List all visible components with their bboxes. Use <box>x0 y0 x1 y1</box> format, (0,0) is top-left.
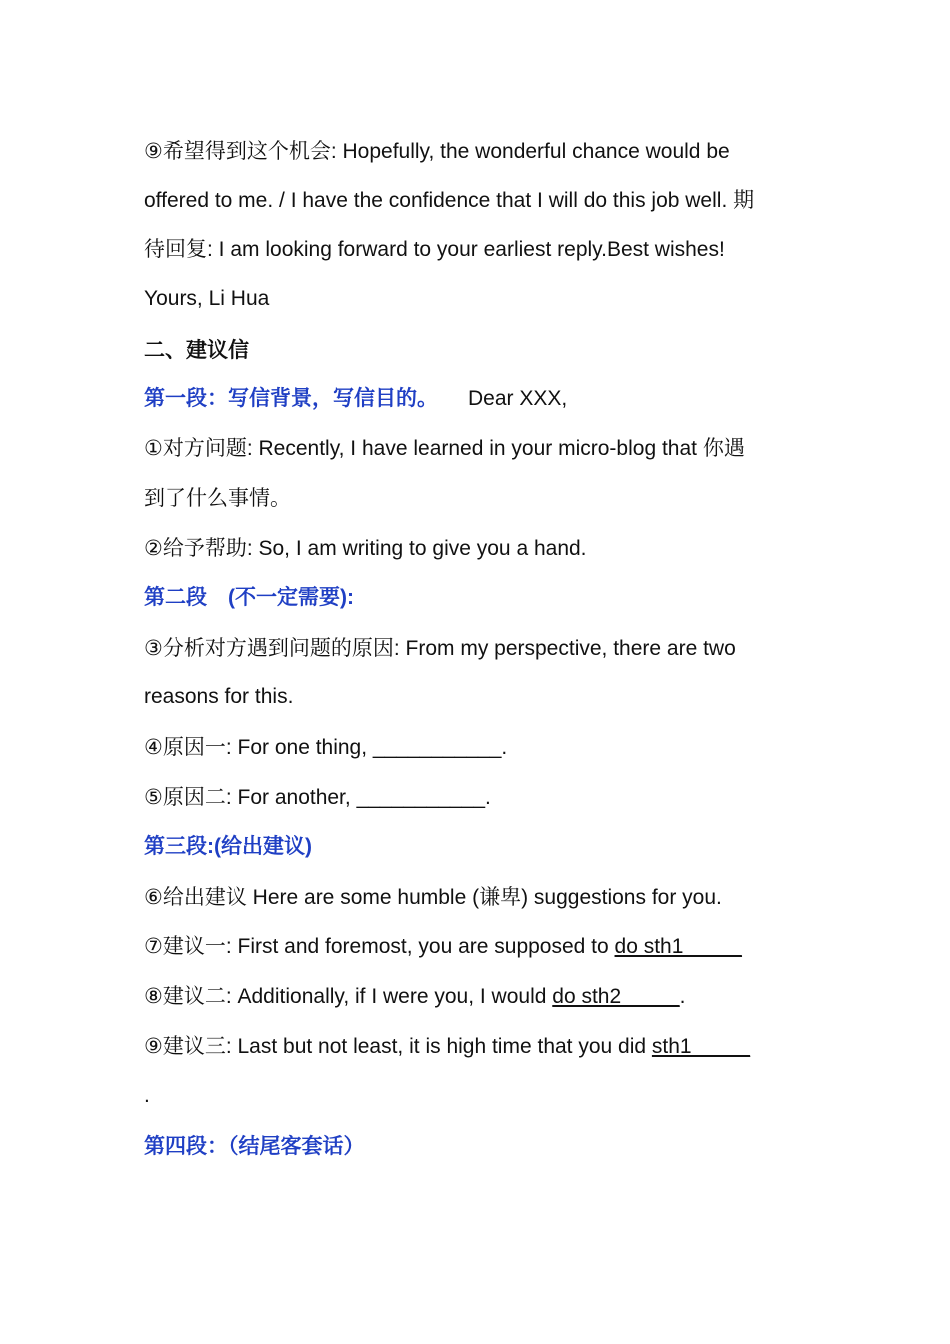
text-span: . <box>679 985 686 1008</box>
text-line <box>144 1034 750 1060</box>
text-line: . <box>144 1084 150 1107</box>
blank-fill: sth1_____ <box>651 1035 750 1058</box>
text-line: ③分析对方遇到问题的原因: From my perspective, there are two <box>144 637 736 660</box>
text-span: ⑦建议一: First and foremost, you are supposed to <box>144 935 615 958</box>
text-line: ⑤原因二: For another, ___________. <box>144 786 491 809</box>
text-line: ①对方问题: Recently, I have learned in your micro-blog that 你遇 <box>144 437 745 460</box>
text-span: ⑨建议三: Last but not least, it is high time that you did <box>144 1035 652 1058</box>
paragraph4-heading: 第四段：（结尾客套话） <box>144 1135 365 1158</box>
text-line: reasons for this. <box>144 685 294 708</box>
text-line <box>144 984 685 1010</box>
text-line: ④原因一: For one thing, ___________. <box>144 736 508 759</box>
section-title: 二、建议信 <box>144 339 249 362</box>
text-line: ②给予帮助: So, I am writing to give you a hand. <box>144 537 587 560</box>
text-line: offered to me. / I have the confidence that I will do this job well. 期 <box>144 189 755 212</box>
signature-line: Yours, Li Hua <box>144 287 270 310</box>
paragraph2-heading: 第二段 (不一定需要): <box>144 586 354 609</box>
text-line: ⑨希望得到这个机会: Hopefully, the wonderful chance would be <box>144 140 730 163</box>
paragraph1-heading: 第一段：写信背景，写信目的。 <box>144 387 438 410</box>
salutation: Dear XXX, <box>468 387 568 410</box>
text-span: ⑧建议二: Additionally, if I were you, I would <box>144 985 553 1008</box>
paragraph3-heading: 第三段:(给出建议) <box>144 835 312 858</box>
blank-fill: do sth1_____ <box>614 935 742 958</box>
blank-fill: do sth2_____ <box>552 985 680 1008</box>
text-line: ⑥给出建议 Here are some humble (谦卑) suggestions for you. <box>144 886 722 909</box>
paragraph1-heading-row <box>144 386 567 412</box>
text-line: 待回复: I am looking forward to your earliest reply.Best wishes! <box>144 238 725 261</box>
text-line <box>144 934 742 960</box>
text-line: 到了什么事情。 <box>144 487 291 510</box>
